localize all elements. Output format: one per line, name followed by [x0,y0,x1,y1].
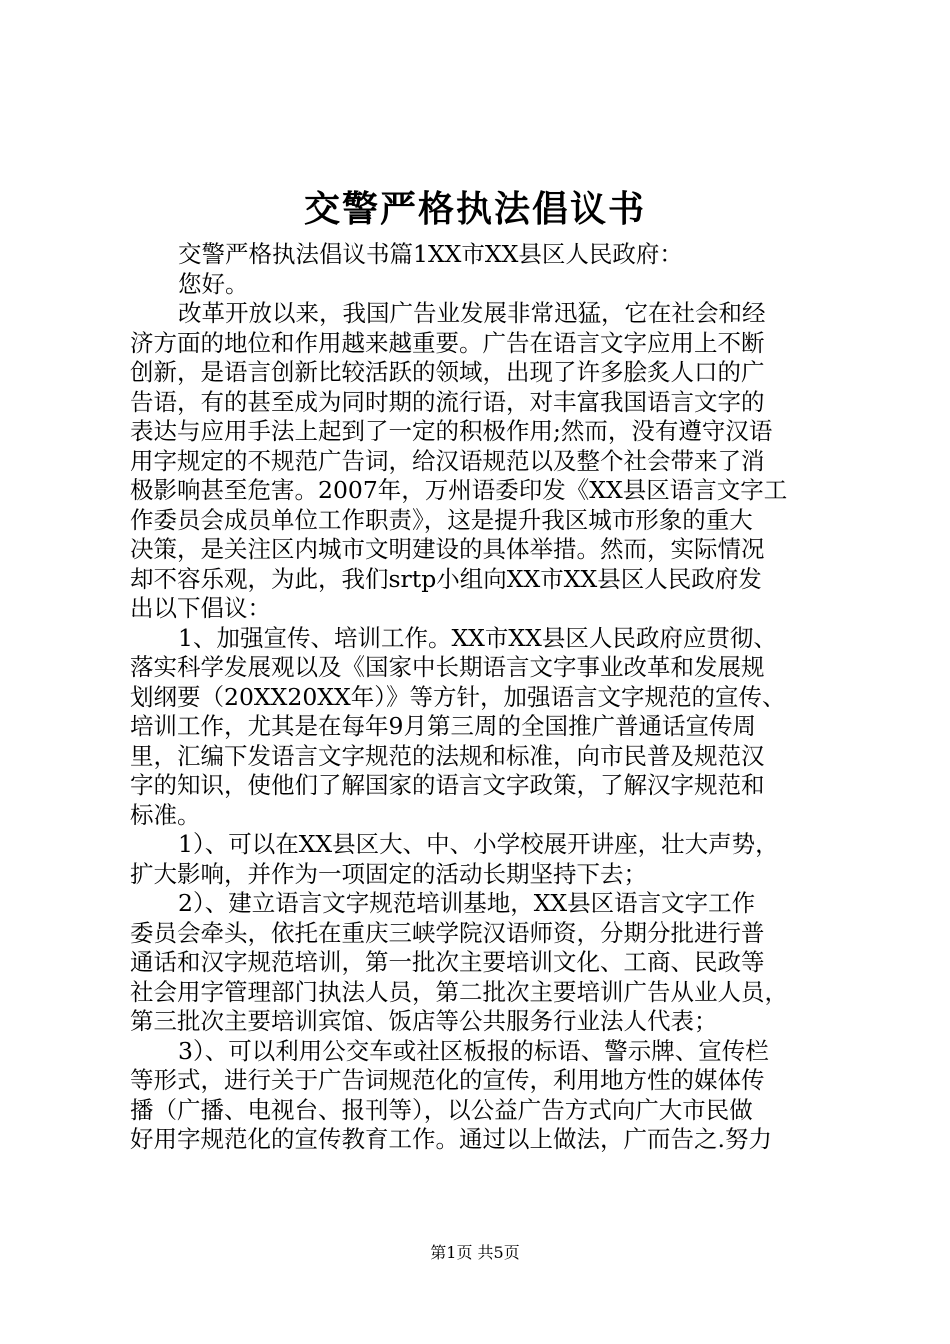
greeting-line: 您好。 [178,269,249,298]
paragraph-line: 委员会牵头，依托在重庆三峡学院汉语师资，分期分批进行普 [130,918,765,947]
paragraph-line: 第三批次主要培训宾馆、饭店等公共服务行业法人代表； [130,1007,718,1035]
paragraph-line: 好用字规范化的宣传教育工作。通过以上做法，广而告之.努力 [130,1125,772,1153]
paragraph-line: 1、加强宣传、培训工作。XX市XX县区人民政府应贯彻、 [178,623,777,652]
paragraph-line: 培训工作，尤其是在每年9月第三周的全国推广普通话宣传周 [130,712,756,740]
paragraph-line: 等形式，进行关于广告词规范化的宣传，利用地方性的媒体传 [130,1066,765,1094]
paragraph-line: 划纲要（20XX20XX年）》等方针，加强语言文字规范的宣传、 [130,682,786,711]
paragraph-line: 极影响甚至危害。2007年，万州语委印发《XX县区语言文字工 [130,476,788,504]
paragraph-line: 扩大影响，并作为一项固定的活动长期坚持下去； [130,859,647,888]
paragraph-line: 济方面的地位和作用越来越重要。广告在语言文字应用上不断 [130,328,765,357]
paragraph-line: 社会用字管理部门执法人员，第二批次主要培训广告从业人员， [130,977,788,1006]
paragraph-line: 表达与应用手法上起到了一定的积极作用;然而，没有遵守汉语 [130,417,773,445]
paragraph-line: 作委员会成员单位工作职责》，这是提升我区城市形象的重大 [130,505,753,534]
paragraph-line: 通话和汉字规范培训，第一批次主要培训文化、工商、民政等 [130,948,765,976]
paragraph-line: 1）、可以在XX县区大、中、小学校展开讲座，壮大声势， [178,830,779,858]
paragraph-line: 里，汇编下发语言文字规范的法规和标准，向市民普及规范汉 [130,741,765,770]
paragraph-line: 2）、建立语言文字规范培训基地，XX县区语言文字工作 [178,889,756,917]
document-title: 交警严格执法倡议书 [303,188,646,230]
page-footer: 第1页 共5页 [430,1243,520,1262]
paragraph-line: 用字规定的不规范广告词，给汉语规范以及整个社会带来了消 [130,446,765,475]
paragraph-line: 告语，有的甚至成为同时期的流行语，对丰富我国语言文字的 [130,387,765,416]
paragraph-line: 创新，是语言创新比较活跃的领域，出现了许多脍炙人口的广 [130,358,765,386]
paragraph-line: 标准。 [130,800,201,829]
paragraph-line: 出以下倡议： [130,594,271,622]
paragraph-line: 改革开放以来，我国广告业发展非常迅猛，它在社会和经 [178,299,766,327]
paragraph-line: 落实科学发展观以及《国家中长期语言文字事业改革和发展规 [130,653,765,681]
paragraph-line: 3）、可以利用公交车或社区板报的标语、警示牌、宣传栏 [178,1036,769,1065]
paragraph-line: 却不容乐观，为此，我们srtp小组向XX市XX县区人民政府发 [130,564,762,593]
salutation-line: 交警严格执法倡议书篇1XX市XX县区人民政府： [178,240,683,268]
paragraph-line: 字的知识，使他们了解国家的语言文字政策，了解汉字规范和 [130,771,765,799]
document-body [130,240,830,1155]
paragraph-line: 播（广播、电视台、报刊等），以公益广告方式向广大市民做 [130,1095,753,1124]
paragraph-line: 决策，是关注区内城市文明建设的具体举措。然而，实际情况 [130,535,765,563]
